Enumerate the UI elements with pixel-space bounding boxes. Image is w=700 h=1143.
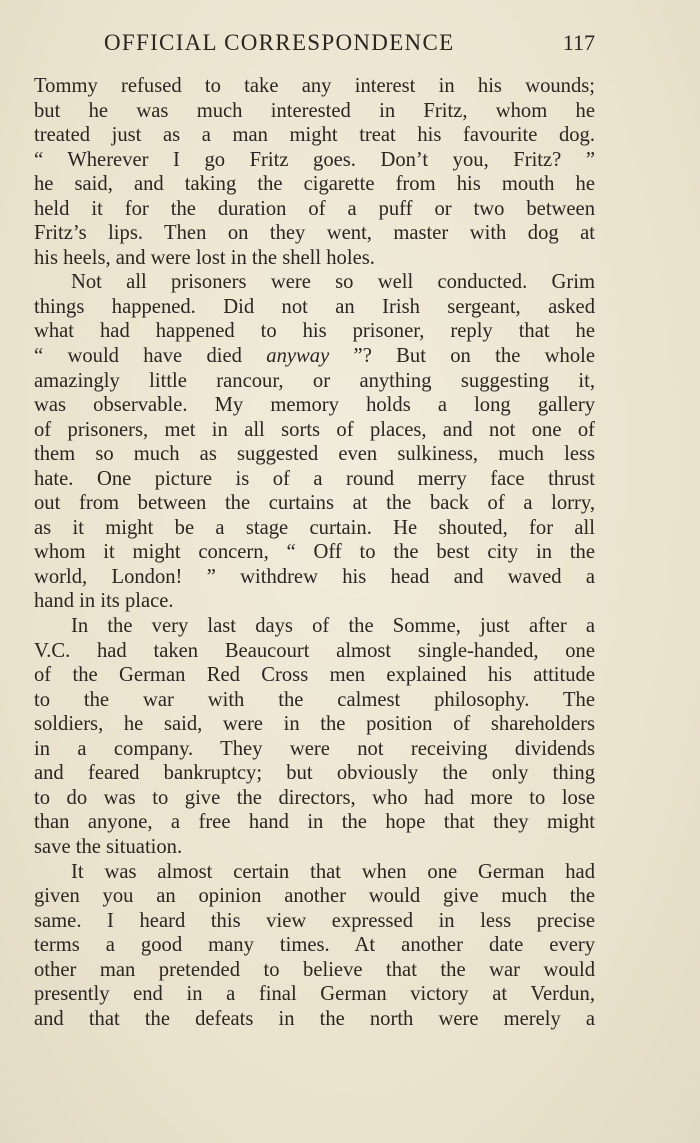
text-line: hate. One picture is of a round merry face thrust — [34, 467, 595, 490]
text-line: of the German Red Cross men explained his attitude — [34, 664, 595, 687]
text-line: them so much as suggested even sulkiness, much less — [34, 443, 595, 466]
text-line: Fritz’s lips. Then on they went, master with dog at — [34, 222, 595, 245]
text-line: as it might be a stage curtain. He shouted, for all — [34, 516, 595, 539]
text-line: out from between the curtains at the back of a lorry, — [34, 492, 595, 515]
text-line: world, London! ” withdrew his head and waved a — [34, 565, 595, 588]
text-line: V.C. had taken Beaucourt almost single-handed, one — [34, 639, 595, 662]
text-line: other man pretended to believe that the war would — [34, 958, 595, 981]
text-line: soldiers, he said, were in the position of shareholders — [34, 713, 595, 736]
text-line: was observable. My memory holds a long gallery — [34, 394, 595, 417]
text-line: he said, and taking the cigarette from his mouth he — [34, 173, 595, 196]
text-line: to the war with the calmest philosophy. The — [34, 688, 595, 711]
text-line: hand in its place. — [34, 590, 174, 613]
text-line: treated just as a man might treat his favourite dog. — [34, 124, 595, 147]
running-title: OFFICIAL CORRESPONDENCE — [104, 30, 455, 55]
text-line: presently end in a final German victory at Verdun, — [34, 983, 595, 1006]
text-line: terms a good many times. At another date every — [34, 934, 595, 957]
text-line: amazingly little rancour, or anything suggesting it, — [34, 369, 595, 392]
paragraph-start-line: In the very last days of the Somme, just after a — [71, 615, 595, 638]
text-line: to do was to give the directors, who had more to lose — [34, 786, 595, 809]
paragraph-start-line: It was almost certain that when one German had — [71, 860, 595, 883]
text-line: “ Wherever I go Fritz goes. Don’t you, Fritz? ” — [34, 148, 595, 171]
paragraph-start-line: Not all prisoners were so well conducted. Grim — [71, 271, 595, 294]
text-line: in a company. They were not receiving dividends — [34, 737, 595, 760]
text-line: Tommy refused to take any interest in his wounds; — [34, 75, 595, 97]
text-line: whom it might concern, “ Off to the best city in the — [34, 541, 595, 564]
body-text — [34, 74, 595, 1031]
text-line-with-italic — [34, 344, 595, 369]
running-head — [34, 30, 595, 62]
text-line: and that the defeats in the north were merely a — [34, 1007, 595, 1030]
text-line: his heels, and were lost in the shell holes. — [34, 246, 375, 269]
text-line: held it for the duration of a puff or two between — [34, 197, 595, 220]
text-fragment: ”? But on the whole — [329, 345, 595, 368]
text-line: what had happened to his prisoner, reply that he — [34, 320, 595, 343]
text-line: but he was much interested in Fritz, whom he — [34, 99, 595, 122]
text-line: things happened. Did not an Irish sergeant, asked — [34, 295, 595, 318]
text-line: and feared bankruptcy; but obviously the only thing — [34, 762, 595, 785]
italic-word: anyway — [266, 345, 330, 368]
page-number: 117 — [562, 30, 595, 55]
text-line: save the situation. — [34, 835, 183, 858]
text-line: than anyone, a free hand in the hope that they might — [34, 811, 595, 834]
text-line: same. I heard this view expressed in less precise — [34, 909, 595, 932]
text-fragment: “ would have died — [34, 345, 242, 368]
text-line: of prisoners, met in all sorts of places, and not one of — [34, 418, 595, 441]
text-line: given you an opinion another would give much the — [34, 885, 595, 908]
